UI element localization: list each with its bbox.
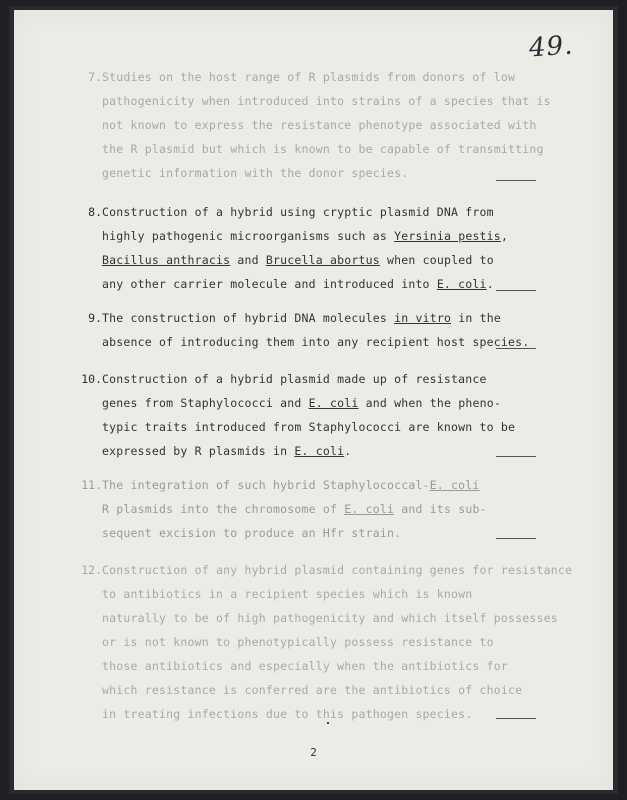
document-page bbox=[14, 10, 613, 790]
item-line: genes from Staphylococci and E. coli and when the pheno- bbox=[102, 396, 501, 410]
item-line: Construction of a hybrid plasmid made up of resistance bbox=[102, 372, 487, 386]
item-line: not known to express the resistance phenotype associated with bbox=[102, 118, 537, 132]
checkbox-blank-line bbox=[496, 180, 536, 181]
item-line: highly pathogenic microorganisms such as Yersinia pestis, bbox=[102, 229, 509, 243]
item-line: The integration of such hybrid Staphylococcal-E. coli bbox=[102, 478, 480, 492]
item-number: 9. bbox=[88, 311, 102, 325]
item-line: The construction of hybrid DNA molecules in vitro in the bbox=[102, 311, 501, 325]
checkbox-blank-line bbox=[496, 456, 536, 457]
item-line: absence of introducing them into any recipient host species. bbox=[102, 335, 530, 349]
item-line: which resistance is conferred are the antibiotics of choice bbox=[102, 683, 523, 697]
item-line: Construction of a hybrid using cryptic plasmid DNA from bbox=[102, 205, 494, 219]
item-line: Construction of any hybrid plasmid containing genes for resistance bbox=[102, 563, 573, 577]
item-line: naturally to be of high pathogenicity and which itself possesses bbox=[102, 611, 558, 625]
item-number: 12. bbox=[81, 563, 102, 577]
checkbox-blank-line bbox=[496, 538, 536, 539]
folio-mark: 49. bbox=[527, 30, 574, 64]
item-line: Studies on the host range of R plasmids from donors of low bbox=[102, 70, 516, 84]
item-line: in treating infections due to this pathogen species. bbox=[102, 707, 473, 721]
item-line: any other carrier molecule and introduced into E. coli. bbox=[102, 277, 494, 291]
item-line: those antibiotics and especially when the antibiotics for bbox=[102, 659, 509, 673]
item-line: sequent excision to produce an Hfr strain. bbox=[102, 526, 402, 540]
ink-mark bbox=[327, 722, 329, 724]
item-number: 7. bbox=[88, 70, 102, 84]
item-line: the R plasmid but which is known to be capable of transmitting bbox=[102, 142, 544, 156]
item-line: genetic information with the donor species. bbox=[102, 166, 409, 180]
item-line: pathogenicity when introduced into strains of a species that is bbox=[102, 94, 551, 108]
item-number: 8. bbox=[88, 205, 102, 219]
item-line: to antibiotics in a recipient species which is known bbox=[102, 587, 473, 601]
checkbox-blank-line bbox=[496, 290, 536, 291]
checkbox-blank-line bbox=[496, 718, 536, 719]
item-line: or is not known to phenotypically possess resistance to bbox=[102, 635, 494, 649]
item-number: 10. bbox=[81, 372, 102, 386]
item-line: R plasmids into the chromosome of E. coli and its sub- bbox=[102, 502, 487, 516]
checkbox-blank-line bbox=[496, 348, 536, 349]
item-number: 11. bbox=[81, 478, 102, 492]
item-line: Bacillus anthracis and Brucella abortus when coupled to bbox=[102, 253, 494, 267]
item-line: typic traits introduced from Staphylococci are known to be bbox=[102, 420, 516, 434]
page-number: 2 bbox=[310, 746, 317, 759]
item-line: expressed by R plasmids in E. coli. bbox=[102, 444, 352, 458]
